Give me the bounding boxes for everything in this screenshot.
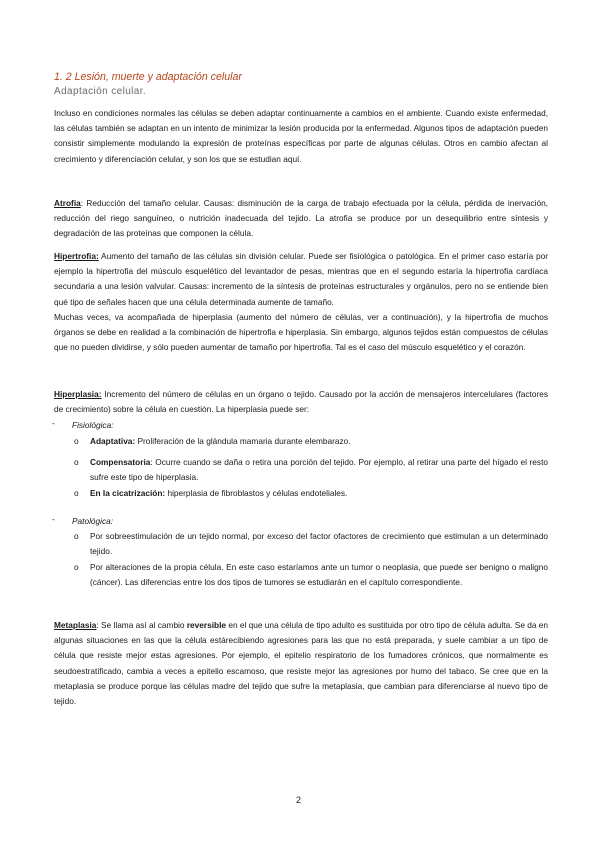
patologica-label: Patológica: [72, 516, 114, 526]
hiperplasia-term: Hiperplasia: [54, 389, 102, 399]
hipertrofia-text-2: Muchas veces, va acompañada de hiperplasia (aumento del número de células, ver a continuación), y la hipertrofia de muchos órganos se debe en realidad a la combinación de hipertrofia e hiperplasia. Sin embargo, algunos tejidos están compuestos de células que no pueden dividirse, y sólo pueden aumentar de tamaño por hipertrofia. Tal es el caso del músculo esquelético y el corazón. [54, 311, 548, 353]
list-item [74, 529, 548, 559]
item-text: Por sobreestimulación de un tejido normal, por exceso del factor ofactores de crecimiento que estimulan a un determinado tejido. [90, 531, 548, 557]
circle-bullet: o [74, 436, 79, 446]
list-item [74, 455, 548, 485]
list-item [74, 434, 548, 449]
metaplasia-bold: reversible [186, 620, 227, 630]
atrofia-term: Atrofia [54, 198, 81, 208]
dash-bullet: - [52, 514, 55, 524]
item-term: En la cicatrización: [90, 488, 166, 498]
item-text: Por alteraciones de la propia célula. En este caso estaríamos ante un tumor o neoplasia, que puede ser benigno o maligno (cáncer). Las diferencias entre los dos tipos de tumores se estudiarán en el capítulo correspondiente. [90, 562, 548, 588]
hiperplasia-paragraph [54, 387, 548, 417]
page-number: 2 [296, 795, 302, 805]
intro-paragraph: Incluso en condiciones normales las células se deben adaptar continuamente a cambios en el ambiente. Cuando existe enfermedad, las células también se adaptan en un intento de minimizar la lesión producida por la enfermedad. Algunos tipos de adaptación pueden consistir simplemente modulando la expresión de proteínas específicas por parte de algunas células. Otros en cambio afectan al crecimiento y diferenciación celular, y son los que se estudian aquí. [54, 108, 548, 164]
metaplasia-paragraph [54, 618, 548, 709]
circle-bullet: o [74, 457, 79, 467]
list-item [74, 486, 548, 501]
item-text: hiperplasia de fibroblastos y células endoteliales. [165, 488, 348, 498]
atrofia-text: : Reducción del tamaño celular. Causas: disminución de la carga de trabajo efectuada por la célula, pérdida de inervación, reducción del riego sanguíneo, o nutrición inadecuada del tejido. La atrofia se produce por un desequilibrio entre síntesis y degradación de las proteínas que componen la célula. [54, 198, 548, 239]
item-text: : Ocurre cuando se daña o retira una porción del tejido. Por ejemplo, al retirar una parte del hígado el resto sufre este tipo de hiperplasia. [90, 457, 548, 483]
metaplasia-text-a: : Se llama así al cambio [96, 620, 187, 630]
circle-bullet: o [74, 488, 79, 498]
hipertrofia-term: Hipertrofia: [54, 251, 99, 261]
item-text: Proliferación de la glándula mamaria durante elembarazo. [135, 436, 351, 446]
hipertrofia-paragraph [54, 249, 548, 355]
atrofia-paragraph [54, 196, 548, 242]
metaplasia-text-b: en el que una célula de tipo adulto es sustituida por otro tipo de célula adulta. Se da en algunas situaciones en las que la célula estárecibiendo agresiones para las que no está preparada, y suele cambiar a un tipo de célula que resiste mejor estas agresiones. Por ejemplo, el epitelio respiratorio de los fumadores crónicos, que normalmente es seudoestratificado, cambia a veces a epitelio escamoso, que resiste mejor las agresiones por humo del tabaco. Se cree que en la metaplasia se produce porque las células madre del tejido que sufre la metaplasia, que cambian para diferenciarse al nuevo tipo de tejido. [54, 620, 549, 707]
metaplasia-term: Metaplasia [54, 620, 97, 630]
circle-bullet: o [74, 562, 79, 572]
section-title: 1. 2 Lesión, muerte y adaptación celular [54, 71, 242, 83]
item-term: Compensatoria [90, 457, 151, 467]
fisiologica-label: Fisiológica: [72, 420, 114, 430]
list-item [74, 560, 548, 590]
hipertrofia-text: Aumento del tamaño de las células sin división celular. Puede ser fisiológica o patológica. En el primer caso estaría por ejemplo la hipertrofia del músculo esquelético del levantador de pesas, mientras que en el segundo estaría la hipertrofia cardíaca secundaria a una lesión valvular. Causas: incremento de la síntesis de proteínas estructurales y orgánulos, pero no se entiende bien qué tipo de señales hacen que una célula determinada aumente de tamaño. [54, 251, 548, 307]
circle-bullet: o [74, 531, 79, 541]
item-term: Adaptativa: [90, 436, 136, 446]
hiperplasia-text: Incremento del número de células en un órgano o tejido. Causado por la acción de mensajeros intercelulares (factores de crecimiento) sobre la célula en cuestión. La hiperplasia puede ser: [54, 389, 548, 415]
dash-bullet: - [52, 418, 55, 428]
section-subtitle: Adaptación celular. [54, 86, 147, 97]
